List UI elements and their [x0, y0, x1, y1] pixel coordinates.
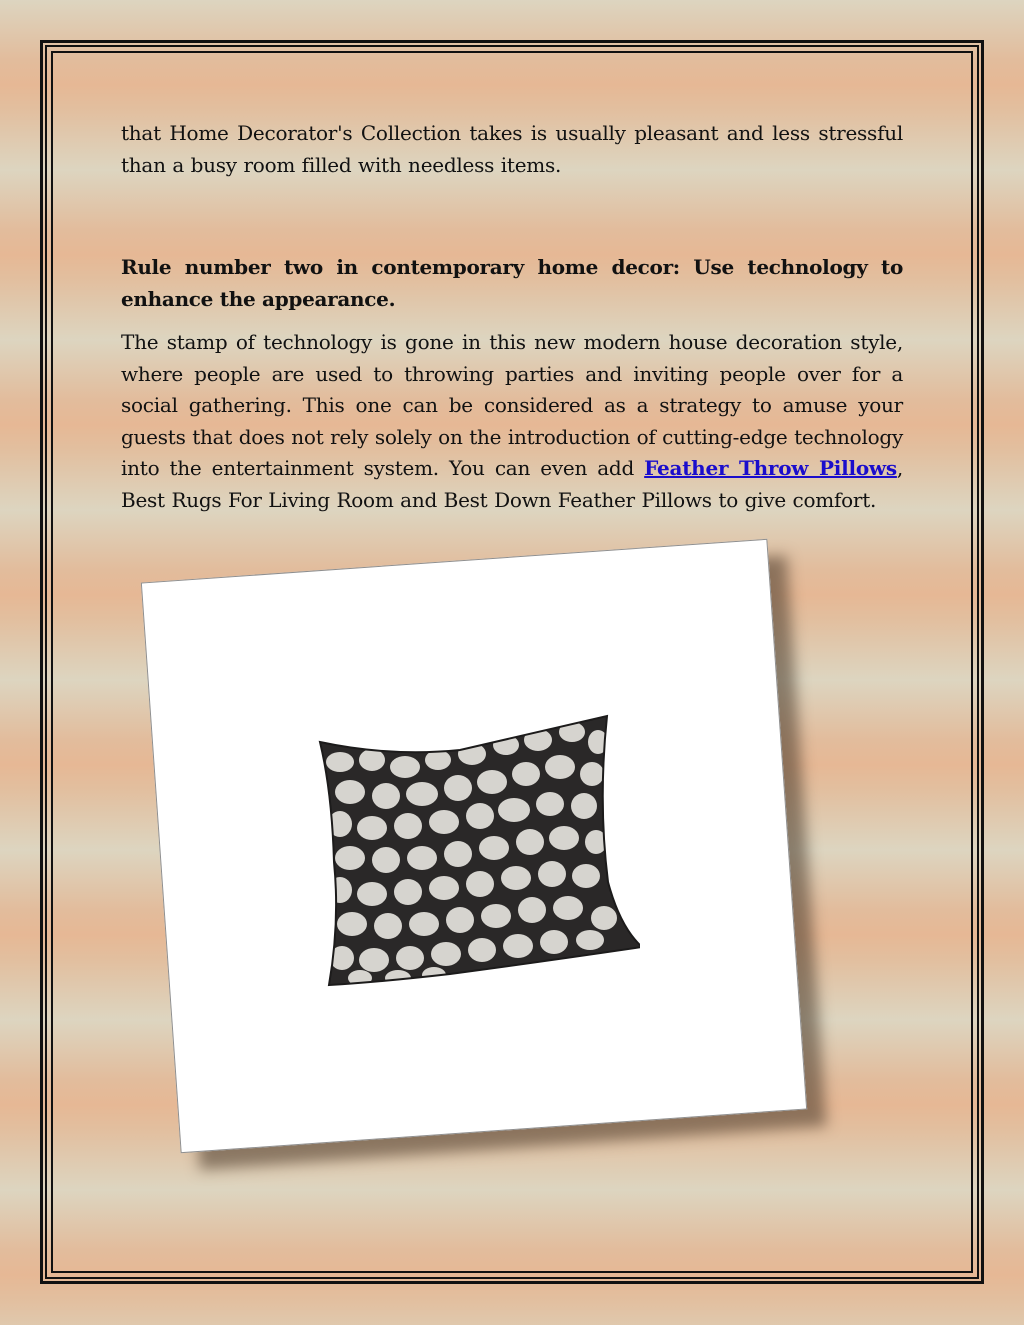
feather-throw-pillows-link[interactable]: Feather Throw Pillows	[644, 456, 897, 480]
body-paragraph	[121, 327, 903, 516]
section-heading: Rule number two in contemporary home decor: Use technology to enhance the appearance.	[121, 255, 903, 311]
body-text-after-link: , Best Rugs For Living Room and Best Down Feather Pillows to give comfort.	[121, 456, 904, 512]
intro-paragraph: that Home Decorator's Collection takes is usually pleasant and less stressful than a busy room filled with needless items.	[121, 121, 903, 177]
body-text-before-link: The stamp of technology is gone in this new modern house decoration style, where people are used to throwing parties and inviting people over for a social gathering. This one can be considered as a strategy to amuse your guests that does not rely solely on the introduction of cutting-edge technology into the entertainment system. You can even add	[121, 330, 903, 480]
document-content	[121, 118, 903, 516]
pillow-image	[310, 712, 640, 992]
pillow-illustration	[310, 712, 640, 992]
